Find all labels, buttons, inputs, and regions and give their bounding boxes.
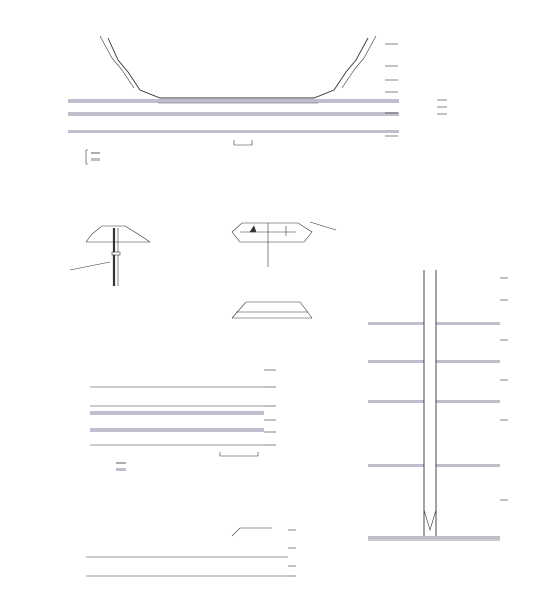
color-band: [436, 400, 500, 403]
color-band: [90, 428, 264, 432]
pattern-b-diagram: [90, 370, 276, 471]
color-band: [368, 360, 424, 363]
color-band: [68, 112, 399, 116]
color-band: [368, 536, 500, 539]
back-collar-diagram: [232, 222, 336, 267]
color-band: [368, 322, 424, 325]
color-band: [436, 464, 500, 467]
color-band: [436, 322, 500, 325]
figure2-diagram: [68, 36, 447, 164]
color-band: [368, 464, 424, 467]
neckline-curve: [108, 38, 368, 98]
color-band: [436, 360, 500, 363]
buttonhole-diagram: [86, 528, 296, 576]
color-band: [68, 99, 399, 103]
front-collar-diagram: [232, 302, 312, 318]
back-pickup-diagram: [368, 270, 508, 540]
color-band: [90, 411, 264, 415]
color-band: [368, 400, 424, 403]
left-back-opening-diagram: [70, 226, 150, 286]
color-band: [68, 130, 399, 133]
